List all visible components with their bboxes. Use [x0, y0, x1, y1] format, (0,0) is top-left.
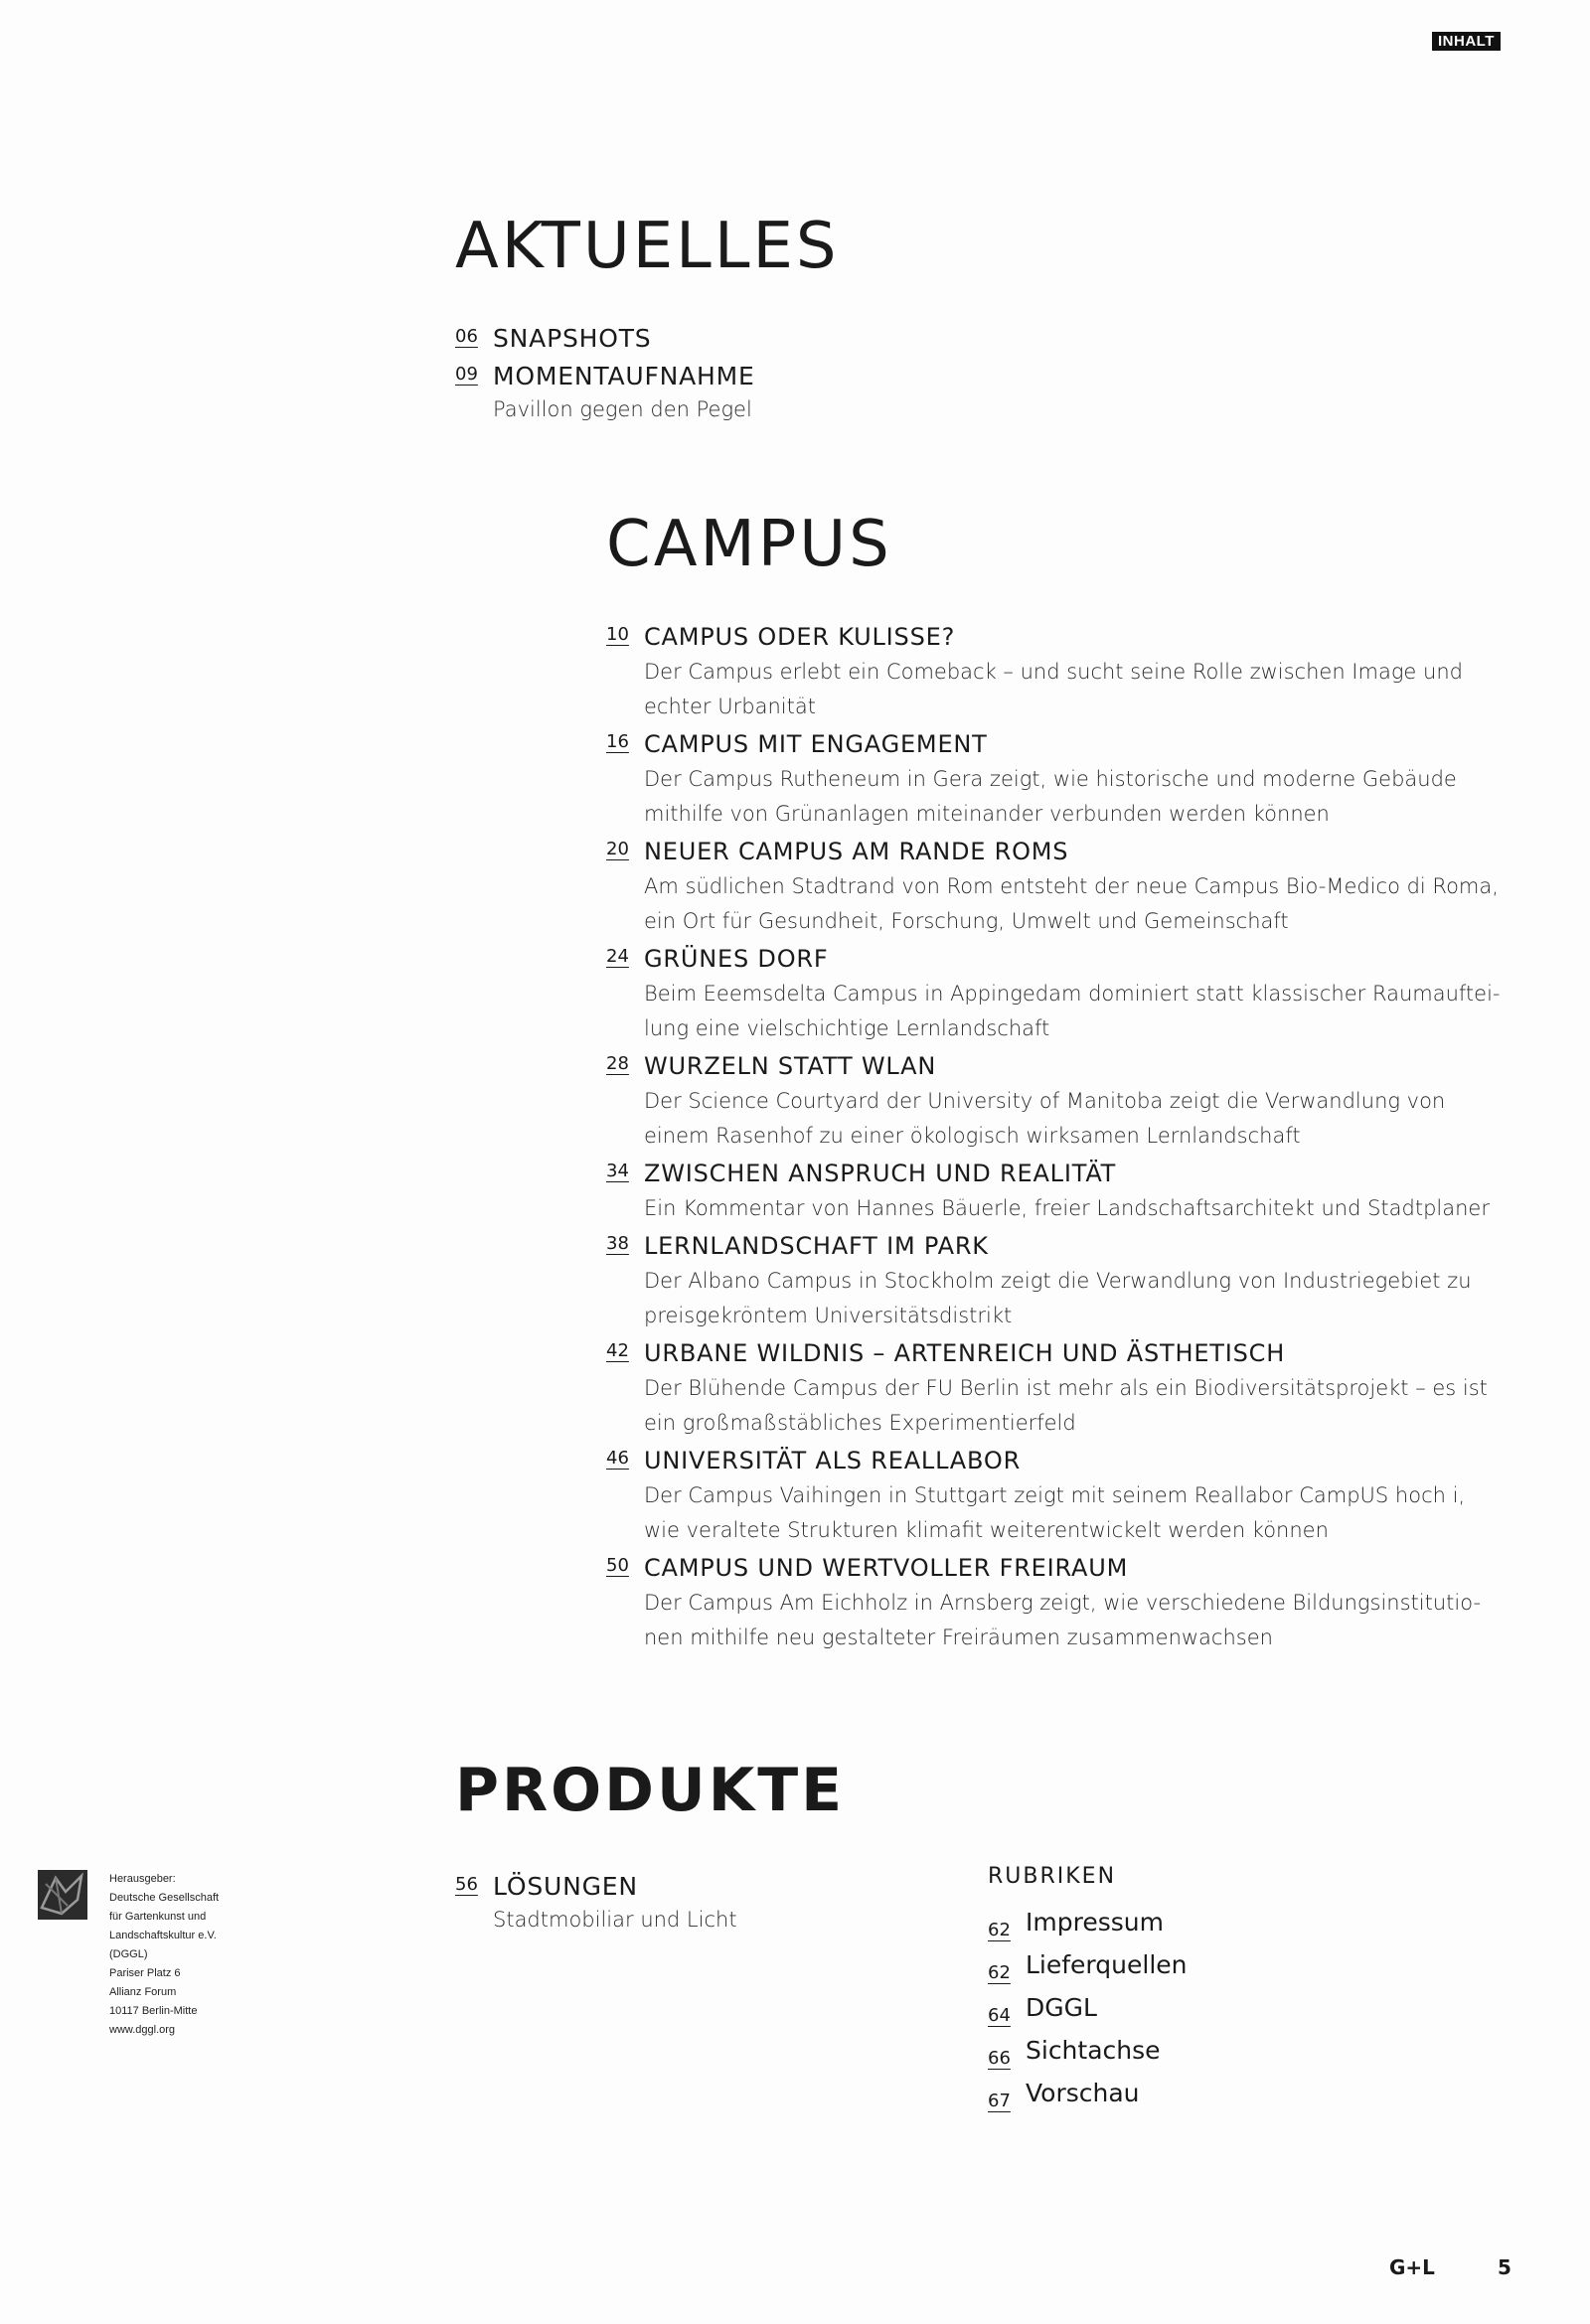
publisher-line: Allianz Forum: [109, 1986, 177, 1998]
entry-description: Ein Kommentar von Hannes Bäuerle, freier Landschaftsarchitekt und Stadtplaner: [644, 1196, 1490, 1220]
entry-title: CAMPUS MIT ENGAGEMENT: [644, 730, 988, 758]
toc-entry[interactable]: [455, 1870, 737, 1937]
page-number: 28: [606, 1053, 629, 1074]
page-number: 64: [988, 2005, 1011, 2026]
entry-title: URBANE WILDNIS – ARTENREICH UND ÄSTHETISCH: [644, 1339, 1286, 1367]
entry-description: Der Blühende Campus der FU Berlin ist mehr als ein Biodiversitätsprojekt – es ist: [644, 1376, 1488, 1400]
publisher-line: 10117 Berlin-Mitte: [109, 2005, 198, 2017]
page-number: 24: [606, 946, 629, 967]
magazine-brand: G+L: [1389, 2255, 1435, 2279]
toc-entry[interactable]: [988, 2029, 1188, 2072]
page-number: 38: [606, 1233, 629, 1254]
entry-title: GRÜNES DORF: [644, 945, 829, 973]
entry-title: CAMPUS ODER KULISSE?: [644, 623, 956, 651]
entry-description: nen mithilfe neu gestalteter Freiräumen zusammenwachsen: [644, 1626, 1273, 1649]
page-number: 62: [988, 1962, 1011, 1983]
entry-title: NEUER CAMPUS AM RANDE ROMS: [644, 838, 1069, 865]
entry-title: ZWISCHEN ANSPRUCH UND REALITÄT: [644, 1160, 1117, 1187]
campus-list: [606, 620, 1501, 1658]
entry-description: mithilfe von Grünanlagen miteinander verbunden werden können: [644, 802, 1330, 826]
entry-description: lung eine vielschichtige Lernlandschaft: [644, 1016, 1050, 1040]
page-number: 20: [606, 839, 629, 859]
page-number: 06: [455, 326, 478, 347]
entry-description: Beim Eeemsdelta Campus in Appingedam dominiert statt klassischer Raumauftei-: [644, 982, 1501, 1006]
entry-title: SNAPSHOTS: [493, 324, 652, 353]
section-title-produkte: PRODUKTE: [455, 1756, 846, 1825]
page-number-footer: 5: [1498, 2255, 1511, 2279]
publisher-line: Deutsche Gesellschaft: [109, 1892, 220, 1904]
page-number: 62: [988, 1920, 1011, 1940]
entry-title: CAMPUS UND WERTVOLLER FREIRAUM: [644, 1554, 1129, 1582]
page-number: 66: [988, 2048, 1011, 2069]
toc-entry[interactable]: [606, 1157, 1501, 1226]
rubriken-list: [988, 1864, 1188, 2114]
page-number: 10: [606, 624, 629, 645]
entry-title: DGGL: [1026, 1993, 1097, 2022]
entry-description: preisgekröntem Universitätsdistrikt: [644, 1304, 1013, 1327]
page-number: 67: [988, 2091, 1011, 2111]
dggl-logo-icon: [38, 1870, 87, 1920]
entry-title: Lieferquellen: [1026, 1950, 1188, 1979]
entry-description: Der Campus erlebt ein Comeback – und sucht seine Rolle zwischen Image und: [644, 660, 1463, 684]
section-title-campus: CAMPUS: [606, 508, 892, 581]
entry-title: UNIVERSITÄT ALS REALLABOR: [644, 1447, 1022, 1474]
publisher-address: [109, 1870, 298, 2040]
publisher-line: Pariser Platz 6: [109, 1967, 181, 1979]
page-number: 09: [455, 364, 478, 385]
publisher-line: Landschaftskultur e.V.: [109, 1930, 217, 1941]
toc-entry[interactable]: [988, 1943, 1188, 1986]
toc-entry[interactable]: [988, 2072, 1188, 2114]
page-number: 16: [606, 731, 629, 752]
entry-description: ein Ort für Gesundheit, Forschung, Umwelt und Gemeinschaft: [644, 909, 1289, 933]
publisher-line: für Gartenkunst und: [109, 1911, 207, 1923]
page-number: 42: [606, 1340, 629, 1361]
rubriken-title: RUBRIKEN: [988, 1864, 1117, 1889]
entry-title: WURZELN STATT WLAN: [644, 1052, 937, 1080]
section-title-aktuelles: AKTUELLES: [455, 210, 840, 283]
publisher-line: (DGGL): [109, 1948, 148, 1960]
entry-description: Der Albano Campus in Stockholm zeigt die Verwandlung von Industriegebiet zu: [644, 1269, 1472, 1293]
toc-entry[interactable]: [606, 1336, 1501, 1441]
toc-entry[interactable]: [606, 1444, 1501, 1548]
page-number: 34: [606, 1161, 629, 1181]
toc-entry[interactable]: [455, 360, 755, 427]
publisher-line: Herausgeber:: [109, 1873, 176, 1885]
toc-entry[interactable]: [606, 727, 1501, 832]
toc-entry[interactable]: [988, 1986, 1188, 2029]
toc-entry[interactable]: [455, 322, 755, 355]
entry-description: Stadtmobiliar und Licht: [493, 1908, 737, 1932]
entry-title: MOMENTAUFNAHME: [493, 362, 755, 390]
toc-entry[interactable]: [606, 1049, 1501, 1154]
produkte-list: [455, 1870, 737, 1937]
toc-entry[interactable]: [606, 620, 1501, 724]
entry-title: LERNLANDSCHAFT IM PARK: [644, 1232, 989, 1260]
publisher-website-link[interactable]: www.dggl.org: [109, 2024, 176, 2036]
page-number: 50: [606, 1555, 629, 1576]
entry-description: Pavillon gegen den Pegel: [493, 397, 752, 421]
toc-entry[interactable]: [606, 835, 1501, 939]
page-number: 56: [455, 1874, 478, 1895]
entry-description: ein großmaßstäbliches Experimentierfeld: [644, 1411, 1076, 1435]
entry-description: Der Campus Rutheneum in Gera zeigt, wie historische und moderne Gebäude: [644, 767, 1457, 791]
entry-description: Der Campus Vaihingen in Stuttgart zeigt mit seinem Reallabor CampUS hoch i,: [644, 1483, 1466, 1507]
toc-entry[interactable]: [606, 1229, 1501, 1333]
entry-title: Vorschau: [1026, 2079, 1140, 2107]
entry-description: Der Science Courtyard der University of Manitoba zeigt die Verwandlung von: [644, 1089, 1446, 1113]
entry-title: Sichtachse: [1026, 2036, 1161, 2065]
entry-title: LÖSUNGEN: [493, 1872, 638, 1901]
entry-description: wie veraltete Strukturen klimafit weiterentwickelt werden können: [644, 1518, 1329, 1542]
entry-description: Der Campus Am Eichholz in Arnsberg zeigt, wie verschiedene Bildungsinstitutio-: [644, 1591, 1482, 1615]
toc-entry[interactable]: [988, 1901, 1188, 1943]
aktuelles-list: [455, 322, 755, 427]
section-tag: INHALT: [1432, 32, 1501, 51]
entry-description: einem Rasenhof zu einer ökologisch wirksamen Lernlandschaft: [644, 1124, 1301, 1148]
toc-entry[interactable]: [606, 1551, 1501, 1655]
page-number: 46: [606, 1448, 629, 1469]
entry-description: Am südlichen Stadtrand von Rom entsteht der neue Campus Bio-Medico di Roma,: [644, 874, 1499, 898]
toc-entry[interactable]: [606, 942, 1501, 1046]
entry-title: Impressum: [1026, 1908, 1164, 1937]
entry-description: echter Urbanität: [644, 695, 816, 718]
